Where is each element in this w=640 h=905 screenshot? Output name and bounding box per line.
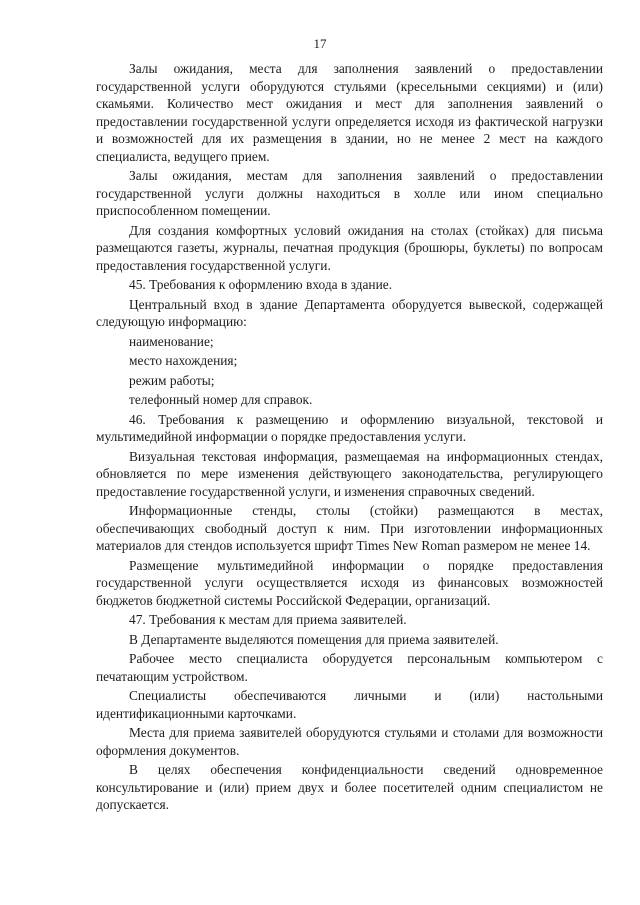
paragraph: 47. Требования к местам для приема заявителей. bbox=[129, 612, 407, 627]
paragraph: Для создания комфортных условий ожидания на столах (стойках) для письма размещаются газеты, журналы, печатная продукция (брошюры, буклеты) по вопросам предоставления государственной услуги. bbox=[96, 222, 603, 273]
paragraph: Специалисты обеспечиваются личными и (или) настольными идентификационными карточками. bbox=[96, 688, 603, 721]
list-item: место нахождения; bbox=[129, 353, 238, 368]
paragraph: Центральный вход в здание Департамента оборудуется вывеской, содержащей следующую информацию: bbox=[96, 296, 603, 329]
paragraph: Места для приема заявителей оборудуются стульями и столами для возможности оформления документов. bbox=[96, 725, 603, 758]
paragraph: В целях обеспечения конфиденциальности сведений одновременное консультирование и (или) прием двух и более посетителей одним специалистом не допускается. bbox=[96, 762, 603, 812]
paragraph: Залы ожидания, места для заполнения заявлений о предоставлении государственной услуги оборудуются стульями (кресельными секциями) и (или) скамьями. Количество мест ожидания и мест для заполнения заявлений о предоставлении государственной услуги определяется исходя из фактической нагрузки и возможностей для их размещения в здании, но не менее 2 мест на каждого специалиста, ведущего прием. bbox=[96, 61, 603, 164]
paragraph: 45. Требования к оформлению входа в здание. bbox=[129, 277, 393, 292]
paragraph: Информационные стенды, столы (стойки) размещаются в местах, обеспечивающих свободный доступ к ним. При изготовлении информационных материалов для стендов используется шрифт Times New Roman размером не менее 14. bbox=[96, 503, 603, 553]
page-number: 17 bbox=[313, 36, 327, 51]
list-item: режим работы; bbox=[129, 372, 215, 388]
paragraph: Визуальная текстовая информация, размещаемая на информационных стендах, обновляется по мере изменения действующего законодательства, регулирующего предоставление государственной услуги, и изменения справочных сведений. bbox=[96, 448, 603, 499]
paragraph: 46. Требования к размещению и оформлению визуальной, текстовой и мультимедийной информации о порядке предоставления услуги. bbox=[96, 411, 603, 444]
document-body bbox=[96, 60, 603, 816]
paragraph: Размещение мультимедийной информации о порядке предоставления государственной услуги осуществляется исходя из финансовых возможностей бюджетов бюджетной системы Российской Федерации, организаций. bbox=[96, 557, 603, 608]
list-item: наименование; bbox=[129, 333, 214, 349]
paragraph: В Департаменте выделяются помещения для приема заявителей. bbox=[129, 631, 499, 647]
paragraph: Залы ожидания, местам для заполнения заявлений о предоставлении государственной услуги должны находиться в холле или ином специально приспособленном помещении. bbox=[96, 168, 603, 218]
paragraph: Рабочее место специалиста оборудуется персональным компьютером с печатающим устройством. bbox=[96, 651, 603, 684]
list-item: телефонный номер для справок. bbox=[129, 392, 313, 407]
